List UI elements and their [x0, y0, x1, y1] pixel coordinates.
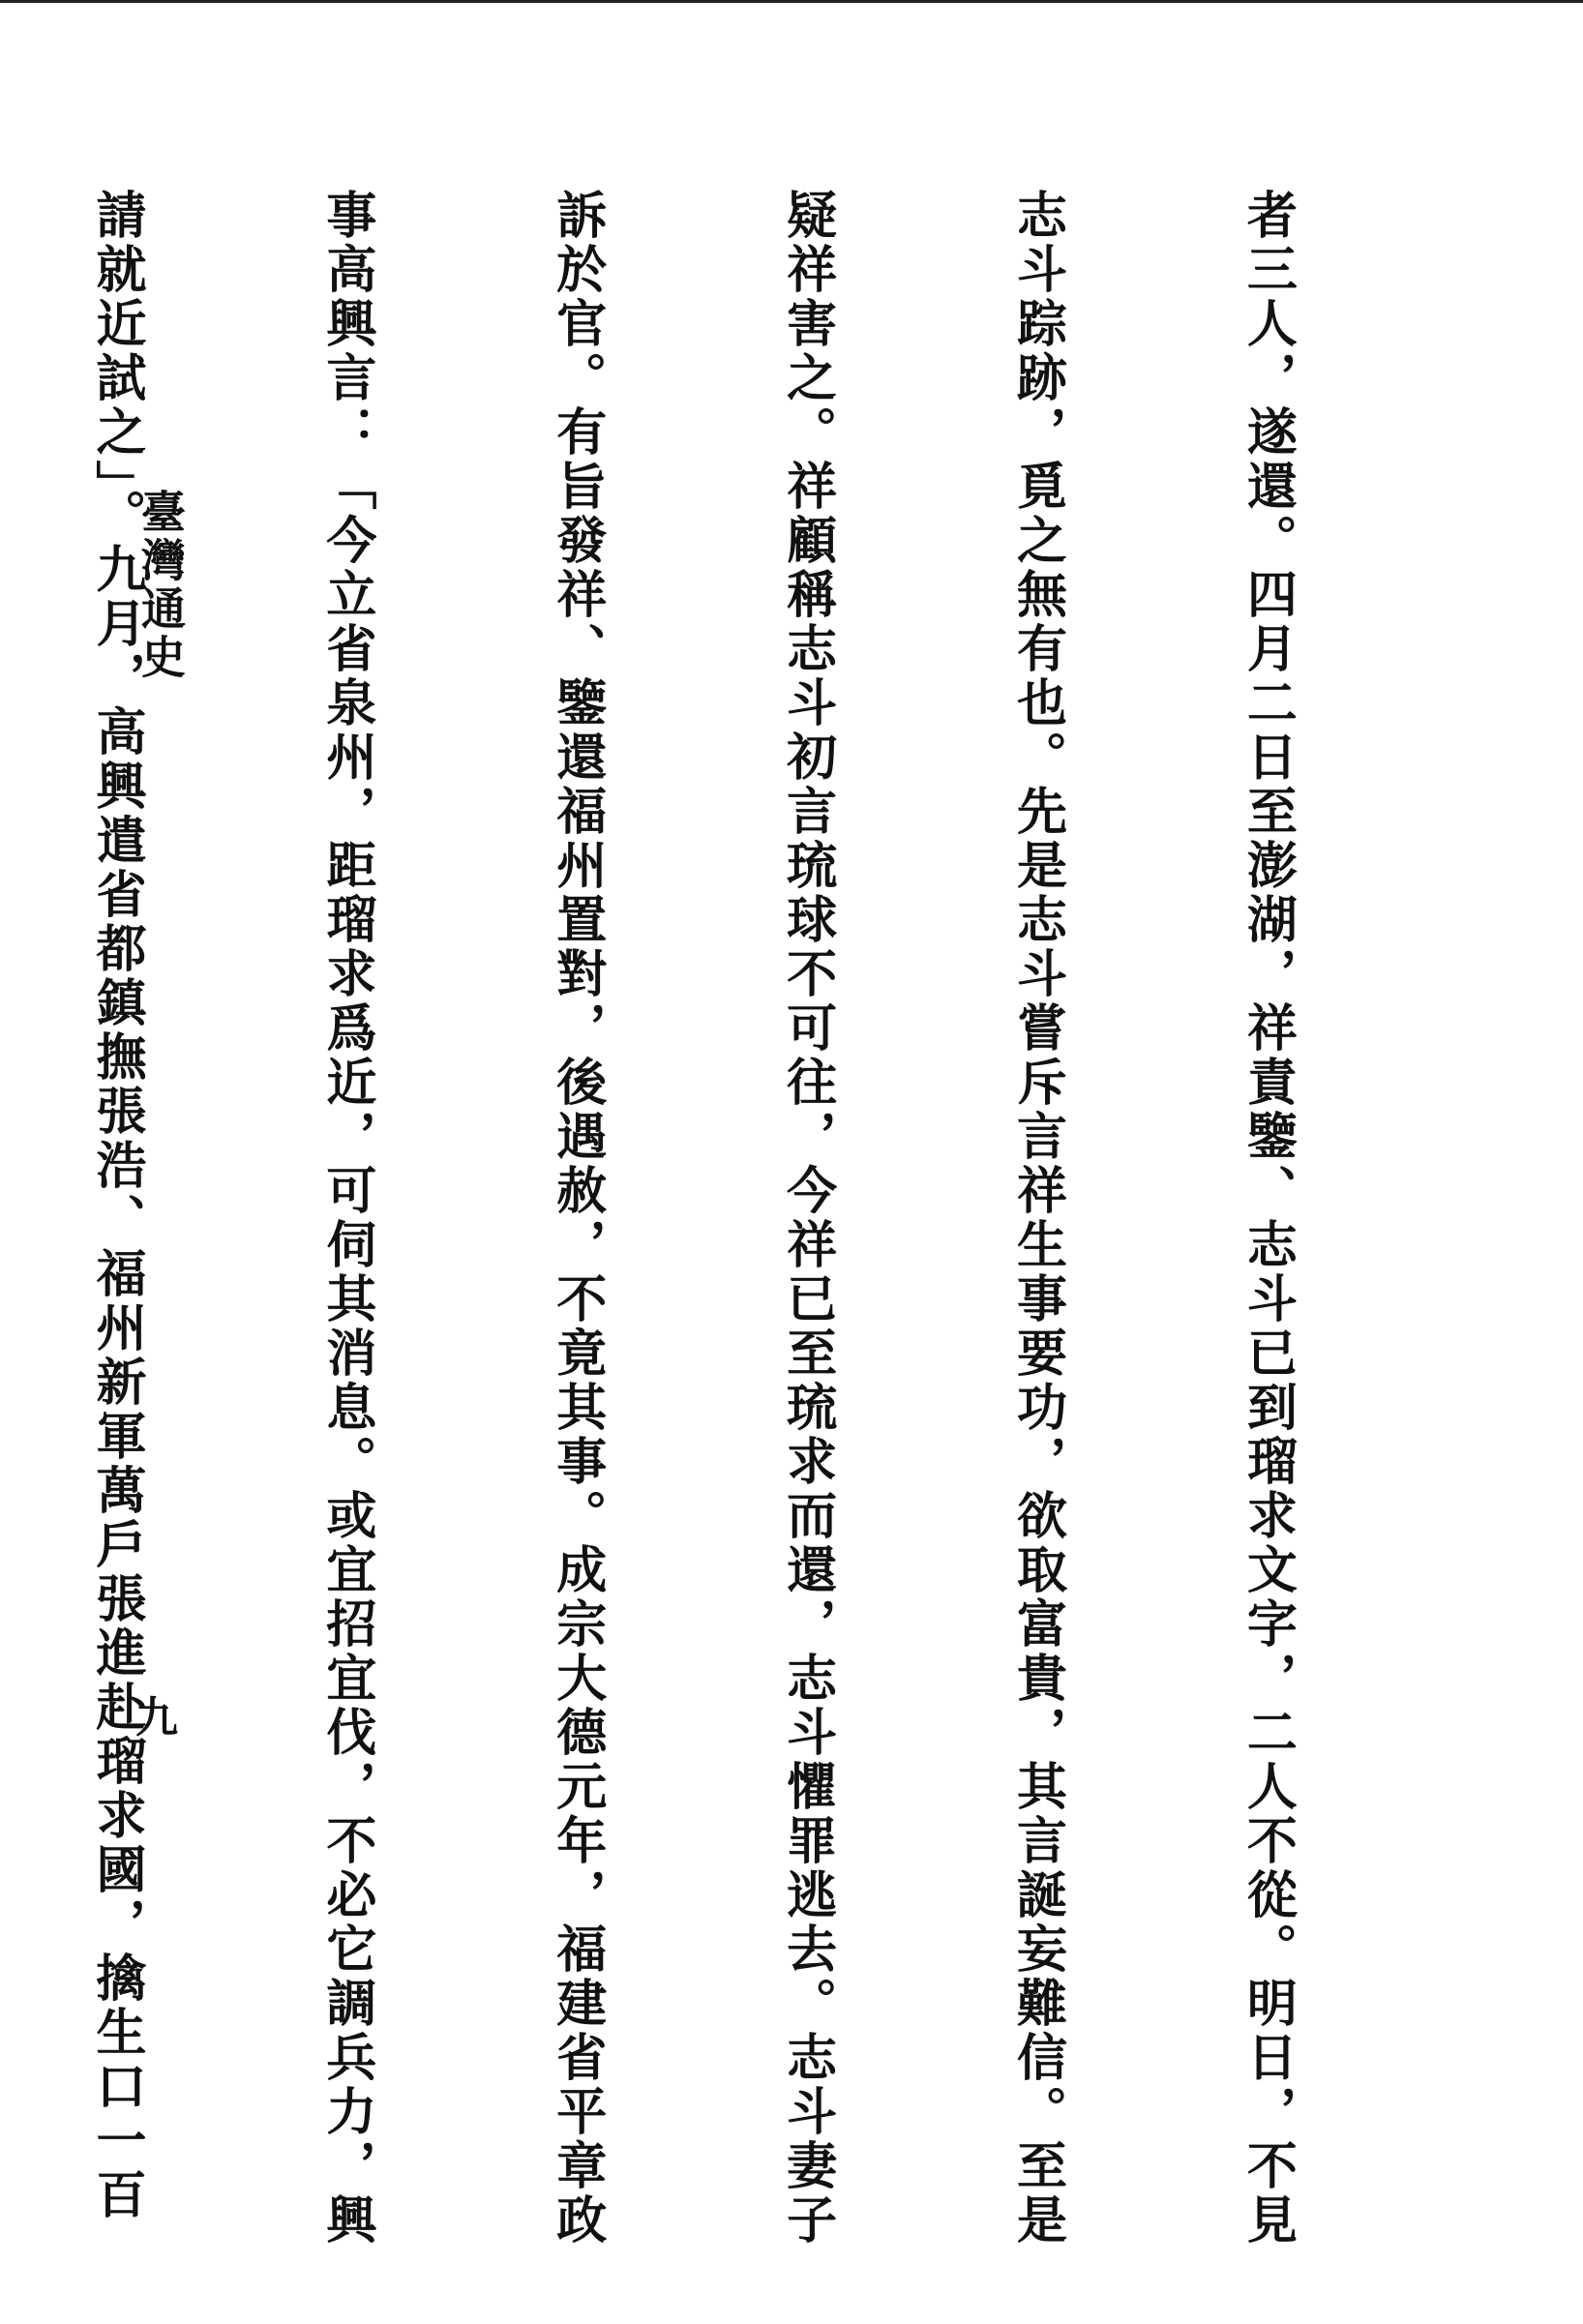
running-head: 臺灣通史: [134, 489, 187, 682]
body-text: [0, 189, 1459, 2248]
text-column: 事高興言：「今立省泉州，距瑠求爲近，可伺其消息。或宜招宜伐，不必它調兵力，興: [316, 189, 376, 2248]
text-column: 志斗踪跡，覓之無有也。先是志斗嘗斥言祥生事要功，欲取富貴，其言誕妄難信。至是: [1007, 189, 1067, 2248]
text-column: 請就近試之」。九月，高興遣省都鎮撫張浩、福州新軍萬戶張進赴瑠求國，擒生口一百: [86, 189, 146, 2222]
text-column: 者三人，遂還。四月二日至澎湖，祥責鑒、志斗已到瑠求文字，二人不從。明日，不見: [1238, 189, 1298, 2248]
text-column: 疑祥害之。祥顧稱志斗初言琉球不可往，今祥已至琉求而還，志斗懼罪逃去。志斗妻子: [777, 189, 837, 2248]
top-border-rule: [0, 0, 1583, 3]
page-number: 九: [135, 1693, 178, 1743]
text-column: 訴於官。有旨發祥、鑒還福州置對，後遇赦，不竟其事。成宗大德元年，福建省平章政: [547, 189, 607, 2248]
